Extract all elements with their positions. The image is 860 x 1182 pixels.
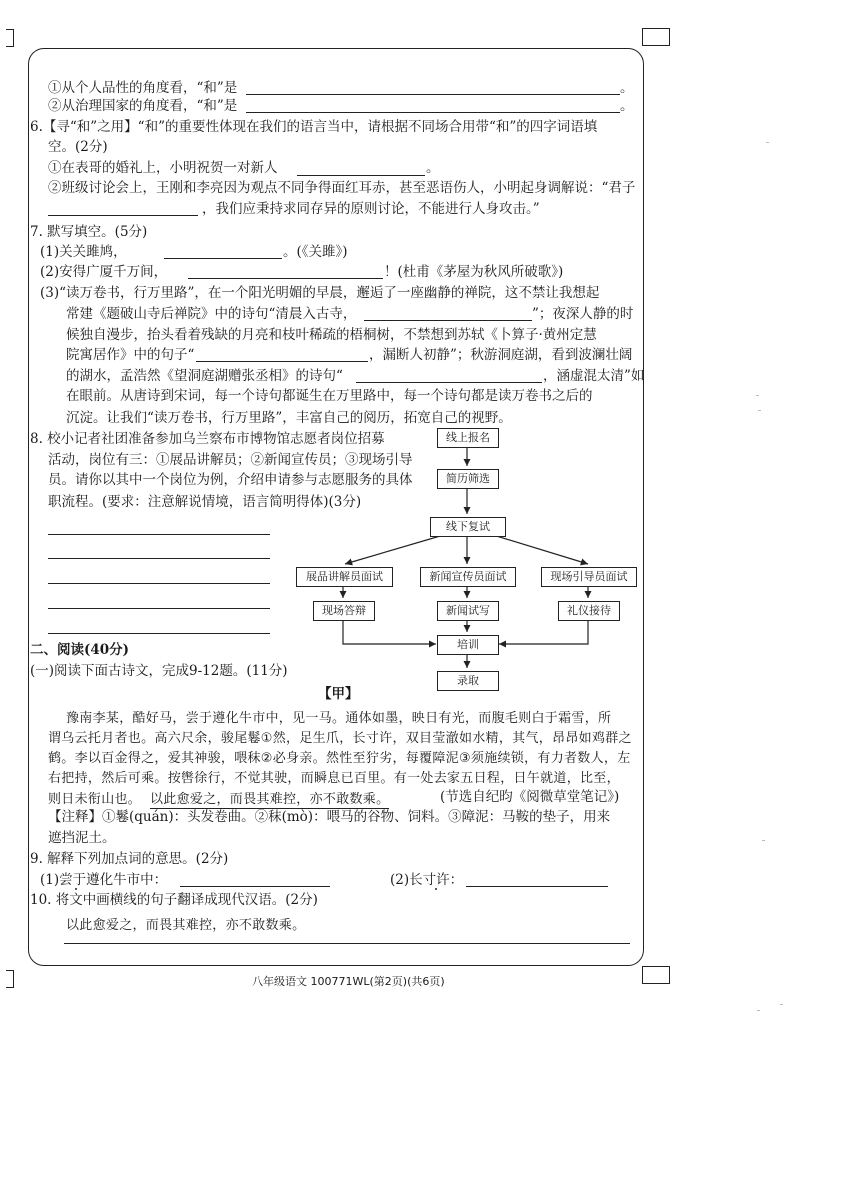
answer-line[interactable]: [64, 943, 630, 944]
flow-node-interview-onsite: 现场引导员面试: [541, 567, 637, 587]
q8-line-3: 员。请你以其中一个岗位为例，介绍申请参与志愿服务的具体: [48, 472, 413, 488]
underlined-sentence: 以此愈爱之，而畏其难控，亦不敢数乘。: [150, 788, 389, 809]
answer-blank[interactable]: [180, 886, 330, 887]
q7-1-suffix: 。(《关雎》): [283, 244, 348, 260]
flow-node-interview-press: 新闻宣传员面试: [420, 567, 516, 587]
passage-line-4: 右把持，然后可乘。按辔徐行，不觉其驶，而瞬息已百里。有一处去家五日程，日午就道，比至，: [48, 771, 620, 786]
q8-line-2: 活动，岗位有三：①展品讲解员；②新闻宣传员；③现场引导: [48, 452, 413, 468]
q9-heading: 9. 解释下列加点词的意思。(2分): [30, 851, 229, 867]
q7-3-line-c: 候独自漫步，抬头看着残缺的月亮和枝叶稀疏的梧桐树，不禁想到苏轼《卜算子·黄州定慧: [66, 327, 597, 343]
passage-line-2: 谓乌云托月者也。高六尺余，骏尾鬈①然，足生爪，长寸许，双目莹澈如水精，其气，昂昂如鸡群之: [48, 731, 632, 746]
flow-node-hired: 录取: [437, 671, 499, 691]
q9-item-2: (2)长寸许：: [390, 872, 464, 888]
emphasis-dot: [435, 888, 437, 890]
q7-2-prefix: (2)安得广厦千万间，: [40, 264, 168, 280]
q10-heading: 10. 将文中画横线的句子翻译成现代汉语。(2分): [30, 892, 318, 908]
q7-heading: 7. 默写填空。(5分): [30, 224, 148, 240]
q7-3-line-e1: 的湖水，孟浩然《望洞庭湖赠张丞相》的诗句“: [66, 368, 343, 384]
q5-line-2: ②从治理国家的角度看，“和”是: [48, 98, 238, 114]
passage-source: (节选自纪昀《阅微草堂笔记》): [440, 789, 620, 805]
notes-line-2: 遮挡泥土。: [48, 830, 116, 846]
q6-continuation: 空。(2分): [48, 139, 108, 155]
q8-line-1: 8. 校小记者社团准备参加乌兰察布市博物馆志愿者岗位招募: [30, 431, 385, 447]
notes-line-1: 【注释】①鬈(quán)：头发卷曲。②秣(mò)：喂马的谷物、饲料。③障泥：马鞍的垫子，用来: [48, 809, 611, 825]
q10-sentence: 以此愈爱之，而畏其难控，亦不敢数乘。: [66, 918, 306, 933]
flow-node-interview-guide: 展品讲解员面试: [296, 567, 393, 587]
q6-item-2a: ②班级讨论会上，王刚和李亮因为观点不同争得面红耳赤，甚至恶语伤人，小明起身调解说：“君子: [48, 180, 636, 196]
passage-line-1: 豫南李某，酷好马，尝于遵化牛市中，见一马。通体如墨，映日有光，而腹毛则白于霜雪，所: [66, 711, 612, 726]
q7-3-line-e2: ，涵虚混太清”如: [543, 368, 645, 384]
q7-3-line-b2: ”；夜深人静的时: [532, 306, 634, 322]
q9-item-1: (1)尝于遵化牛市中：: [40, 872, 168, 888]
emphasis-dot: [75, 888, 77, 890]
q7-3-line-g: 沉淀。让我们“读万卷书，行万里路”，丰富自己的阅历，拓宽自己的视野。: [66, 410, 512, 426]
section-2-heading: 二、阅读(40分): [30, 642, 130, 658]
q7-2-suffix: ！(杜甫《茅屋为秋风所破歌》): [384, 264, 564, 280]
q7-1-prefix: (1)关关雎鸠，: [40, 244, 127, 260]
subsection-1-heading: (一)阅读下面古诗文，完成9-12题。(11分): [30, 663, 288, 679]
flow-node-offline-retest: 线下复试: [430, 517, 506, 537]
passage-line-5a: 则日未衔山也。: [48, 792, 142, 807]
page-footer: 八年级语文 100771WL(第2页)(共6页): [252, 975, 445, 988]
flow-node-training: 培训: [437, 635, 499, 655]
period: 。: [426, 160, 440, 176]
period: 。: [620, 80, 634, 96]
q7-3-line-f: 在眼前。从唐诗到宋词，每一个诗句都诞生在万里路中，每一个诗句都是读万卷书之后的: [66, 388, 593, 404]
flow-node-news-writing: 新闻试写: [437, 601, 499, 621]
flow-node-onsite-qa: 现场答辩: [313, 601, 375, 621]
flow-node-etiquette: 礼仪接待: [558, 601, 620, 621]
q6-item-2b: ，我们应秉持求同存异的原则讨论，不能进行人身攻击。”: [202, 201, 540, 217]
flow-node-apply-online: 线上报名: [437, 428, 499, 448]
q7-3-line-d2: ，漏断人初静”；秋游洞庭湖，看到波澜壮阔: [369, 347, 633, 363]
period: 。: [620, 98, 634, 114]
q7-3-line-d1: 院寓居作》中的句子“: [66, 347, 195, 363]
q7-3-line-b1: 常建《题破山寺后禅院》中的诗句“清晨入古寺，: [66, 306, 357, 322]
q7-3-line-a: (3)“读万卷书，行万里路”，在一个阳光明媚的早晨，邂逅了一座幽静的禅院，这不禁让我想起: [40, 285, 600, 301]
answer-blank[interactable]: [466, 886, 608, 887]
q8-line-4: 职流程。(要求：注意解说情境，语言简明得体)(3分): [48, 494, 362, 510]
q5-line-1: ①从个人品性的角度看，“和”是: [48, 80, 238, 96]
q6-heading: 6.【寻“和”之用】“和”的重要性体现在我们的语言当中，请根据不同场合用带“和”的四字词语填: [30, 119, 598, 135]
passage-line-3: 鹤。李以百金得之，爱其神骏，喂秣②必身亲。然性至狞劣，每覆障泥③须施续锁，有力者数人，左: [48, 751, 631, 766]
passage-jia-label: 【甲】: [318, 686, 359, 702]
flow-node-resume-screening: 简历筛选: [437, 469, 499, 489]
q6-item-1: ①在表哥的婚礼上，小明祝贺一对新人: [48, 160, 278, 176]
